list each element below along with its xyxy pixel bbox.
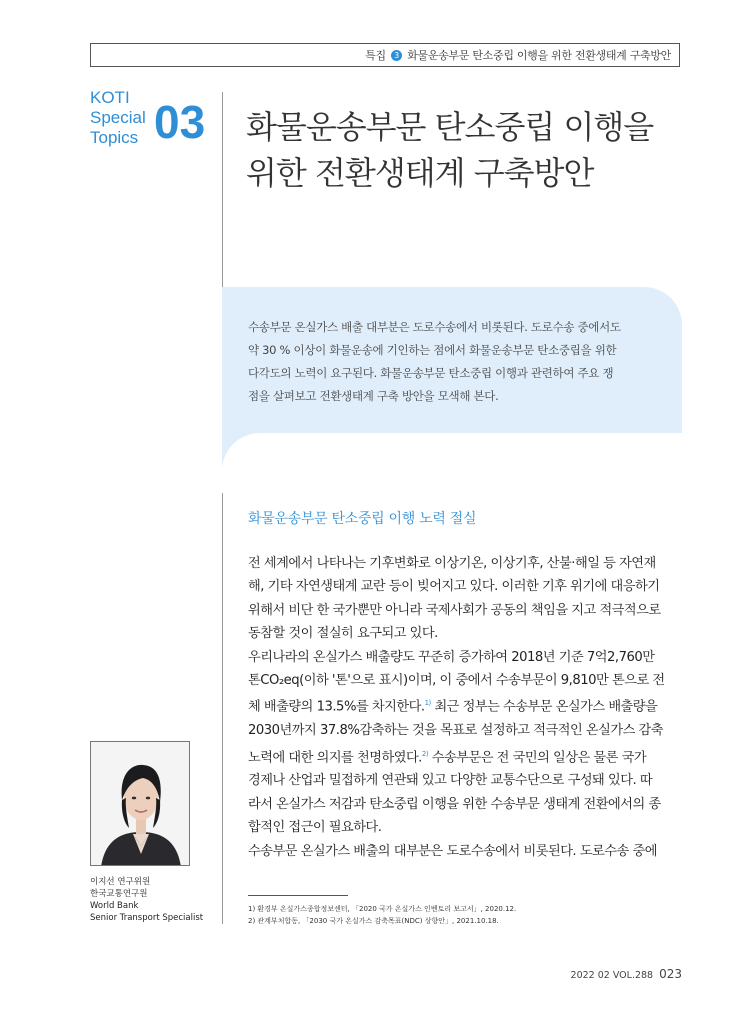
summary-line: 다각도의 노력이 요구된다. 화물운송부문 탄소중립 이행과 관련하여 주요 쟁 — [248, 366, 614, 380]
summary-line: 점을 살펴보고 전환생태계 구축 방안을 모색해 본다. — [248, 389, 499, 403]
author-affiliation: World Bank — [90, 901, 139, 911]
author-name-line — [90, 876, 203, 888]
issue-info: 2022 02 VOL.288 — [570, 970, 654, 981]
topic-number: 03 — [154, 96, 206, 148]
footnote-ref-1[interactable]: 1) — [424, 699, 431, 708]
page-number: 023 — [659, 967, 682, 981]
body-line: 경제나 산업과 밀접하게 연관돼 있고 다양한 교통수단으로 구성돼 있다. 따 — [248, 773, 653, 789]
body-line: 해, 기타 자연생태계 교란 등이 빚어지고 있다. 이러한 기후 위기에 대응하기 — [248, 579, 660, 595]
running-header — [90, 43, 680, 67]
summary-text — [248, 316, 668, 408]
body-segment: 체 배출량의 13.5%를 차지한다. — [248, 699, 425, 715]
author-name: 이지선 — [90, 877, 115, 887]
body-line: 합적인 접근이 필요하다. — [248, 820, 382, 836]
vertical-divider — [222, 92, 223, 924]
article-title-line-1: 화물운송부문 탄소중립 이행을 — [246, 108, 654, 146]
body-line: 2030년까지 37.8%감축하는 것을 목표로 설정하고 적극적인 온실가스 감축 — [248, 723, 664, 739]
series-line-koti: KOTI — [90, 88, 130, 107]
author-position: Senior Transport Specialist — [90, 913, 204, 923]
footnote-divider — [248, 895, 348, 896]
body-line: 우리나라의 온실가스 배출량도 꾸준히 증가하여 2018년 기준 7억2,760만 — [248, 649, 655, 665]
header-prefix: 특집 — [365, 49, 386, 62]
footnote-ref-2[interactable]: 2) — [421, 749, 429, 758]
body-line: 동참할 것이 절실히 요구되고 있다. — [248, 626, 438, 642]
series-line-special: Special — [90, 108, 146, 127]
body-text — [248, 552, 682, 863]
section-heading: 화물운송부문 탄소중립 이행 노력 절실 — [248, 511, 477, 527]
author-info — [90, 876, 203, 924]
body-segment: 수송부문은 전 국민의 일상은 물론 국가 — [428, 750, 647, 766]
header-number-badge: 3 — [391, 50, 402, 61]
footnotes — [248, 903, 516, 927]
article-title-line-2: 위한 전환생태계 구축방안 — [246, 154, 594, 192]
series-label — [90, 88, 146, 148]
body-line — [248, 692, 682, 719]
author-photo — [90, 741, 190, 866]
body-line — [248, 743, 682, 770]
page-footer — [571, 967, 682, 981]
footnote-2: 2) 관계부처합동, 「2030 국가 온실가스 감축목표(NDC) 상향안」, 2021.10.18. — [248, 917, 499, 925]
summary-line: 약 30 % 이상이 화물운송에 기인하는 점에서 화물운송부문 탄소중립을 위한 — [248, 343, 617, 357]
series-line-topics: Topics — [90, 128, 139, 147]
author-portrait-icon — [91, 742, 190, 866]
running-header-text — [365, 47, 671, 63]
body-segment: 노력에 대한 의지를 천명하였다. — [248, 750, 422, 766]
body-line: 라서 온실가스 저감과 탄소중립 이행을 위한 수송부문 생태계 전환에서의 종 — [248, 796, 661, 812]
article-title — [246, 104, 686, 196]
author-role: 연구위원 — [117, 877, 151, 887]
summary-line: 수송부문 온실가스 배출 대부분은 도로수송에서 비롯된다. 도로수송 중에서도 — [248, 320, 621, 334]
body-segment: 최근 정부는 수송부문 온실가스 배출량을 — [430, 699, 658, 715]
footnote-1: 1) 환경부 온실가스종합정보센터, 「2020 국가 온실가스 인벤토리 보고서」, 2020.12. — [248, 905, 517, 913]
body-line: 위해서 비단 한 국가뿐만 아니라 국제사회가 공동의 책임을 지고 적극적으로 — [248, 602, 661, 618]
body-line: 수송부문 온실가스 배출의 대부분은 도로수송에서 비롯된다. 도로수송 중에 — [248, 843, 657, 859]
body-line: 톤CO₂eq(이하 '톤'으로 표시)이며, 이 중에서 수송부문이 9,810만 톤으로 전 — [248, 673, 665, 689]
body-line: 전 세계에서 나타나는 기후변화로 이상기온, 이상기후, 산불·해일 등 자연재 — [248, 556, 656, 571]
header-title: 화물운송부문 탄소중립 이행을 위한 전환생태계 구축방안 — [407, 49, 671, 62]
author-org: 한국교통연구원 — [90, 889, 148, 899]
